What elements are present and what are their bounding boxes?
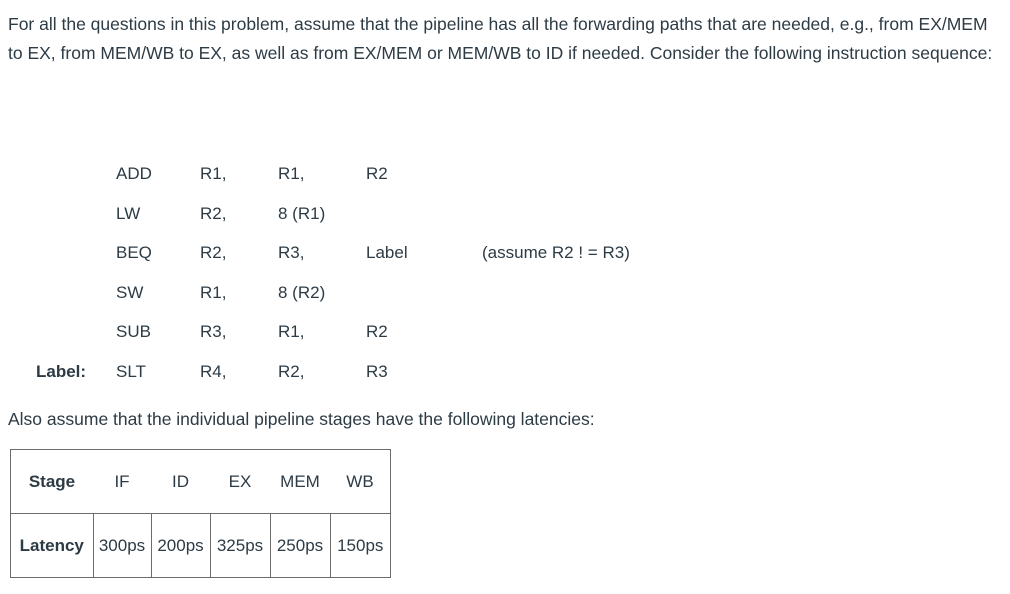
instr-operand-2: R1,	[278, 164, 305, 183]
stage-cell: MEM	[270, 450, 330, 514]
stage-cell: EX	[210, 450, 270, 514]
instr-operand-2: 8 (R2)	[278, 283, 326, 302]
instr-label: Label:	[36, 362, 87, 381]
instr-operand-3: R2	[366, 322, 388, 341]
instr-operand-2: 8 (R1)	[278, 204, 326, 223]
stage-cell: IF	[93, 450, 151, 514]
instr-operand-1: R4,	[200, 362, 227, 381]
instr-operand-1: R3,	[200, 322, 227, 341]
instr-op: BEQ	[116, 243, 152, 262]
instr-operand-1: R2,	[200, 243, 227, 262]
stage-header: Stage	[11, 450, 94, 514]
stage-cell: ID	[151, 450, 210, 514]
instr-op: LW	[116, 204, 141, 223]
latency-table	[10, 449, 391, 578]
stage-cell: WB	[330, 450, 391, 514]
stage-row	[11, 450, 391, 514]
instr-operand-2: R2,	[278, 362, 305, 381]
latency-cell: 300ps	[93, 514, 151, 578]
instr-operand-3: R3	[366, 362, 388, 381]
instr-operand-1: R1,	[200, 283, 227, 302]
instr-op: ADD	[116, 164, 152, 183]
instr-operand-2: R1,	[278, 322, 305, 341]
latency-cell: 200ps	[151, 514, 210, 578]
instr-op: SW	[116, 283, 144, 302]
instr-op: SUB	[116, 322, 151, 341]
latency-header: Latency	[11, 514, 94, 578]
instr-operand-2: R3,	[278, 243, 305, 262]
problem-intro: For all the questions in this problem, assume that the pipeline has all the forwarding paths that are needed, e.g., from EX/MEM to EX, from MEM/WB to EX, as well as from EX/MEM or MEM/WB to ID if needed. Consider the following instruction sequence:	[8, 14, 993, 63]
latency-cell: 325ps	[210, 514, 270, 578]
instr-operand-1: R1,	[200, 164, 227, 183]
instr-note: (assume R2 ! = R3)	[482, 243, 630, 262]
latency-cell: 250ps	[270, 514, 330, 578]
latency-intro: Also assume that the individual pipeline stages have the following latencies:	[8, 409, 595, 429]
latency-row	[11, 514, 391, 578]
instr-op: SLT	[116, 362, 146, 381]
latency-cell: 150ps	[330, 514, 391, 578]
instr-operand-1: R2,	[200, 204, 227, 223]
instr-operand-3: R2	[366, 164, 388, 183]
instr-operand-3: Label	[366, 243, 408, 262]
